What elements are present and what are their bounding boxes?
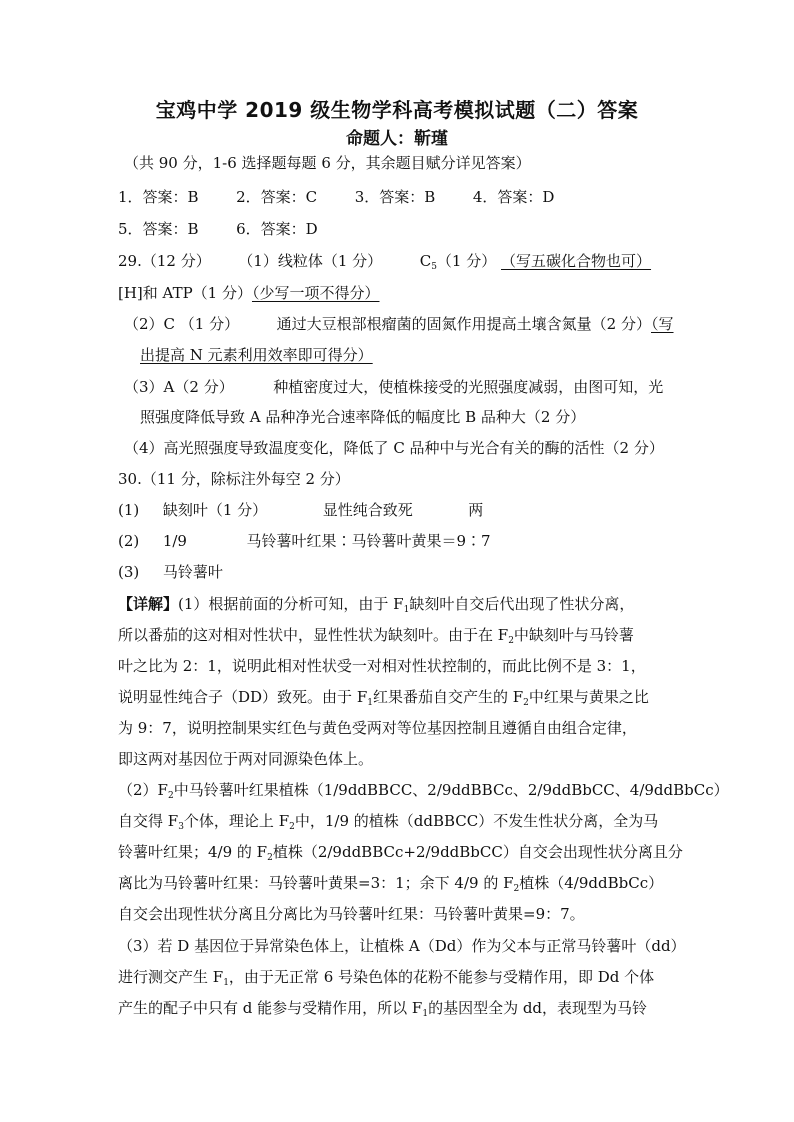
detail-line-3: 叶之比为 2：1，说明此相对性状受一对相对性状控制的，而此比例不是 3：1， [118, 657, 646, 675]
detail-line-7: $(2)F_2$中马铃薯叶红果植株（1/9ddBBCC、2/9ddBBCc、2/9ddBbCC、4/9ddBbCc） [118, 781, 729, 801]
q29-part1-note: （写五碳化合物也可） [501, 252, 652, 270]
q29-part2-note-end: 出提高 N 元素利用效率即可得分） [140, 346, 373, 364]
q30-answer-3: (3) 马铃薯叶 [118, 563, 223, 581]
detail-line-2: 所以番茄的这对相对性状中，显性性状为缺刻叶。由于在 $F_2$中缺刻叶与马铃薯 [118, 626, 634, 646]
q29-part1-answer-b: $C_5(1$ 分） [419, 252, 497, 272]
q29-line-6: 照强度降低导致 A 品种净光合速率降低的幅度比 B 品种大（2 分） [140, 408, 586, 426]
q29-part1-answer-a: （1）线粒体（1 分） [238, 252, 383, 270]
mc-answer-4: 4．答案：D [472, 188, 555, 206]
q29-line-4 [140, 344, 373, 365]
detail-line-6: 即这两对基因位于两对同源染色体上。 [118, 750, 374, 768]
mc-answer-1: 1．答案：B [118, 188, 199, 206]
detail-line-1: 【详解】(1）根据前面的分析可知，由于 $F_1$缺刻叶自交后代出现了性状分离， [118, 595, 635, 615]
detail-line-10: 离比为马铃薯叶红果：马铃薯叶黄果=3：1；余下 4/9 的 $F_2$植株（4/9ddBbCc） [118, 874, 664, 894]
q29-heading: 29.（12 分） [118, 252, 211, 270]
q29-part3-answer: （3）A（2 分） [124, 378, 234, 396]
detail-tag: 【详解】 [118, 595, 179, 613]
q29-line-3 [124, 313, 674, 334]
detail-line-14: 产生的配子中只有 d 能参与受精作用，所以 $F_1$的基因型全为 dd，表现型为马铃 [118, 999, 648, 1019]
detail-line-13: 进行测交产生 $F_1$，由于无正常 6 号染色体的花粉不能参与受精作用，即 Dd 个体 [118, 968, 655, 988]
mc-answer-2: 2．答案：C [236, 188, 318, 206]
q29-line-7: （4）高光照强度导致温度变化，降低了 C 品种中与光合有关的酶的活性（2 分） [124, 439, 664, 457]
mc-answer-5: 5．答案：B [118, 220, 199, 238]
detail-line-8: 自交得 $F_3$个体，理论上 $F_2$中，1/9 的植株（ddBBCC）不发生性状分离，全为马 [118, 812, 659, 832]
detail-line-11: 自交会出现性状分离且分离比为马铃薯叶红果：马铃薯叶黄果=9：7。 [118, 905, 585, 923]
q29-part2-answer: （2）C （1 分） [124, 315, 240, 333]
mc-answer-3: 3．答案：B [354, 188, 436, 206]
detail-line-12: （3）若 D 基因位于异常染色体上，让植株 A（Dd）作为父本与正常马铃薯叶（dd） [118, 937, 686, 955]
q29-part1-answer-c: [H]和 ATP（1 分） [118, 284, 252, 302]
q30-answer-1: (1) 缺刻叶（1 分） 显性纯合致死 两 [118, 501, 484, 519]
q29-line-5 [124, 376, 663, 397]
q29-part2-reason: 通过大豆根部根瘤菌的固氮作用提高土壤含氮量（2 分） [276, 315, 651, 333]
q30-answer-2: (2) 1/9 马铃薯叶红果∶马铃薯叶黄果＝9∶7 [118, 532, 491, 550]
q29-part1-note-c: （少写一项不得分） [251, 284, 380, 302]
q29-line-1 [118, 250, 651, 271]
page-title: 宝鸡中学 2019 级生物学科高考模拟试题（二）答案 [155, 98, 639, 122]
q29-line-2 [118, 282, 380, 303]
author-line: 命题人：靳瑾 [346, 129, 448, 149]
mc-row-2 [118, 218, 318, 239]
mc-answer-6: 6．答案：D [236, 220, 318, 238]
detail-line-4: 说明显性纯合子（DD）致死。由于 $F_1$红果番茄自交产生的 $F_2$中红果与黄果之比 [118, 688, 649, 708]
detail-line-9: 铃薯叶红果；4/9 的 $F_2$植株（2/9ddBBCc+2/9ddBbCC）自交会出现性状分离且分 [118, 843, 683, 863]
score-note: （共 90 分，1-6 选择题每题 6 分，其余题目赋分详见答案） [124, 154, 531, 172]
q29-part3-reason: 种植密度过大，使植株接受的光照强度减弱，由图可知，光 [273, 378, 664, 396]
mc-row-1 [118, 186, 554, 207]
detail-line-5: 为 9：7，说明控制果实红色与黄色受两对等位基因控制且遵循自由组合定律， [118, 719, 637, 737]
q29-part2-note-start: （写 [651, 315, 674, 333]
q30-heading: 30.（11 分，除标注外每空 2 分） [118, 470, 350, 488]
